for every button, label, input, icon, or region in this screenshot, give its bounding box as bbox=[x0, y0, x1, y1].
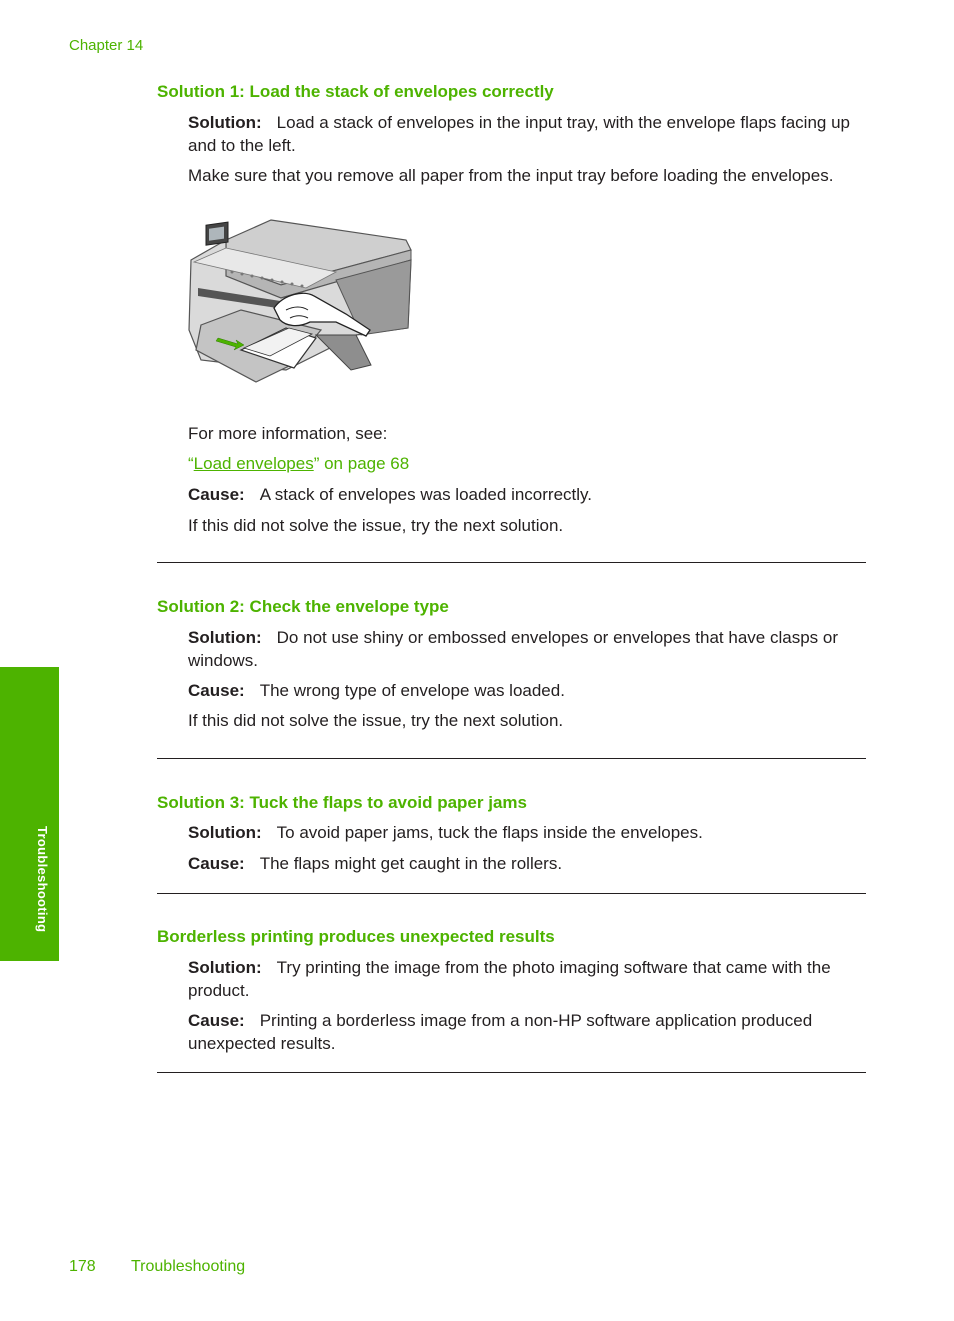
paragraph: If this did not solve the issue, try the next solution. bbox=[188, 516, 564, 535]
printer-envelope-illustration bbox=[186, 210, 418, 392]
cause-label: Cause: bbox=[188, 1011, 245, 1030]
page-number: 178 bbox=[69, 1258, 96, 1275]
cross-reference bbox=[188, 453, 868, 476]
solution-label: Solution: bbox=[188, 823, 262, 842]
cause-text: The flaps might get caught in the rollers. bbox=[259, 854, 563, 873]
footer-section: Troubleshooting bbox=[131, 1258, 246, 1275]
solution-paragraph bbox=[188, 822, 868, 845]
paragraph: For more information, see: bbox=[188, 424, 388, 443]
solution-paragraph bbox=[188, 957, 868, 1002]
cause-label: Cause: bbox=[188, 485, 245, 504]
solution-paragraph bbox=[188, 112, 868, 157]
section-title: Solution 1: Load the stack of envelopes correctly bbox=[157, 82, 554, 101]
divider bbox=[157, 1072, 866, 1073]
solution-text: Do not use shiny or embossed envelopes or envelopes that have clasps or windows. bbox=[188, 628, 838, 670]
side-tab-label: Troubleshooting bbox=[35, 826, 50, 933]
solution-text: Try printing the image from the photo imaging software that came with the product. bbox=[188, 958, 831, 1000]
solution-text: To avoid paper jams, tuck the flaps inside the envelopes. bbox=[276, 823, 703, 842]
solution-paragraph bbox=[188, 627, 868, 672]
solution-label: Solution: bbox=[188, 113, 262, 132]
cause-text: A stack of envelopes was loaded incorrectly. bbox=[259, 485, 592, 504]
cause-text: Printing a borderless image from a non-HP software application produced unexpected results. bbox=[188, 1011, 813, 1053]
section-title: Solution 2: Check the envelope type bbox=[157, 597, 449, 616]
side-tab bbox=[0, 667, 59, 961]
cause-paragraph bbox=[188, 680, 868, 703]
divider bbox=[157, 562, 866, 563]
solution-label: Solution: bbox=[188, 628, 262, 647]
chapter-label: Chapter 14 bbox=[69, 37, 144, 54]
paragraph: If this did not solve the issue, try the next solution. bbox=[188, 711, 564, 730]
link-open-quote: “ bbox=[188, 454, 194, 473]
cause-text: The wrong type of envelope was loaded. bbox=[259, 681, 565, 700]
cause-label: Cause: bbox=[188, 681, 245, 700]
section-title: Solution 3: Tuck the flaps to avoid paper jams bbox=[157, 793, 527, 812]
cause-paragraph bbox=[188, 484, 868, 507]
divider bbox=[157, 893, 866, 894]
paragraph: Make sure that you remove all paper from the input tray before loading the envelopes. bbox=[188, 166, 834, 185]
solution-label: Solution: bbox=[188, 958, 262, 977]
cause-paragraph bbox=[188, 1010, 868, 1055]
link-page-ref: ” on page 68 bbox=[313, 454, 410, 473]
divider bbox=[157, 758, 866, 759]
section-title: Borderless printing produces unexpected results bbox=[157, 927, 555, 946]
solution-text: Load a stack of envelopes in the input tray, with the envelope flaps facing up and to the left. bbox=[188, 113, 850, 155]
cause-label: Cause: bbox=[188, 854, 245, 873]
load-envelopes-link[interactable]: Load envelopes bbox=[193, 454, 314, 473]
cause-paragraph bbox=[188, 853, 868, 876]
